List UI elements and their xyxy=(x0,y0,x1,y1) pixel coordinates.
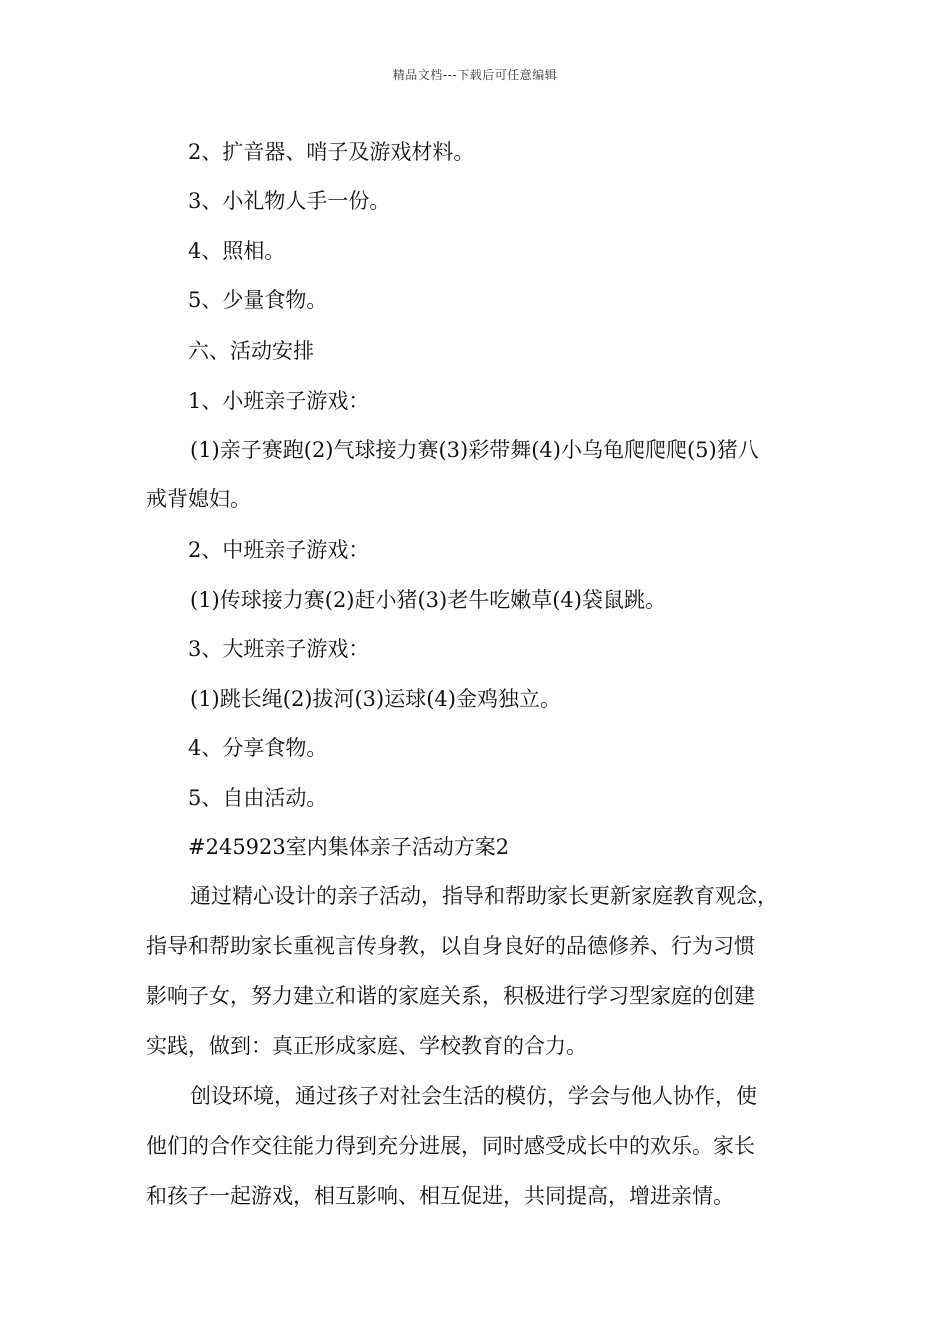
list-item: 3、大班亲子游戏： xyxy=(188,637,370,661)
list-item: 2、扩音器、哨子及游戏材料。 xyxy=(188,140,475,164)
document-title: #245923室内集体亲子活动方案2 xyxy=(188,835,510,859)
paragraph-line: (1)传球接力赛(2)赶小猪(3)老牛吃嫩草(4)袋鼠跳。 xyxy=(190,588,666,612)
paragraph-line: 戒背媳妇。 xyxy=(146,487,251,511)
paragraph-line: 通过精心设计的亲子活动，指导和帮助家长更新家庭教育观念， xyxy=(190,884,778,908)
paragraph-line: (1)跳长绳(2)拔河(3)运球(4)金鸡独立。 xyxy=(190,687,561,711)
paragraph-line: 实践，做到：真正形成家庭、学校教育的合力。 xyxy=(146,1034,587,1058)
section-heading: 六、活动安排 xyxy=(188,339,314,363)
paragraph-line: 他们的合作交往能力得到充分进展，同时感受成长中的欢乐。家长 xyxy=(146,1134,755,1158)
paragraph-line: 创设环境，通过孩子对社会生活的模仿，学会与他人协作，使 xyxy=(190,1084,757,1108)
list-item: 4、分享食物。 xyxy=(188,736,328,760)
paragraph-line: 影响子女，努力建立和谐的家庭关系，积极进行学习型家庭的创建 xyxy=(146,984,755,1008)
list-item: 1、小班亲子游戏： xyxy=(188,389,370,413)
list-item: 2、中班亲子游戏： xyxy=(188,538,370,562)
paragraph-line: 和孩子一起游戏，相互影响、相互促进，共同提高，增进亲情。 xyxy=(146,1184,734,1208)
paragraph-line: (1)亲子赛跑(2)气球接力赛(3)彩带舞(4)小乌龟爬爬爬(5)猪八 xyxy=(190,438,759,462)
list-item: 5、少量食物。 xyxy=(188,288,328,312)
list-item: 3、小礼物人手一份。 xyxy=(188,189,391,213)
paragraph-line: 指导和帮助家长重视言传身教，以自身良好的品德修养、行为习惯 xyxy=(146,934,755,958)
page-header: 精品文档---下载后可任意编辑 xyxy=(392,68,558,82)
list-item: 5、自由活动。 xyxy=(188,786,328,810)
list-item: 4、照相。 xyxy=(188,239,286,263)
